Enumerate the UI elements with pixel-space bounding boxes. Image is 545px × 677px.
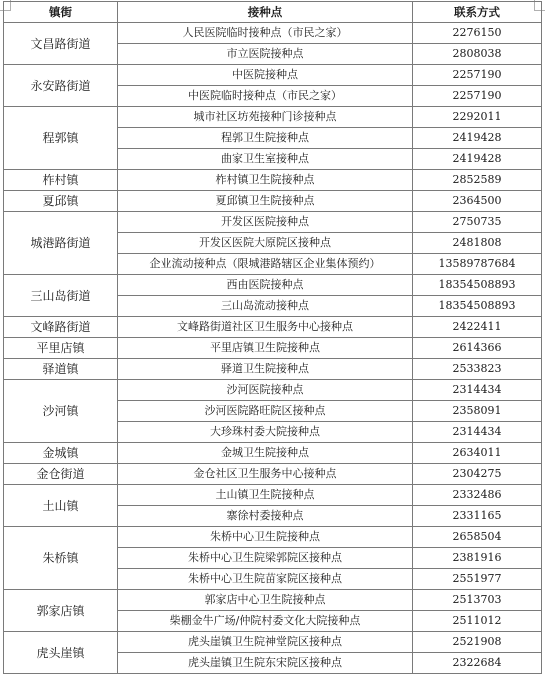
town-cell: 文峰路街道: [4, 317, 118, 338]
town-cell: 文昌路街道: [4, 23, 118, 65]
site-cell: 土山镇卫生院接种点: [118, 485, 413, 506]
phone-cell: 2322684: [413, 653, 542, 674]
header-town: 镇街: [4, 2, 118, 23]
table-body: [4, 23, 542, 674]
phone-cell: 2257190: [413, 65, 542, 86]
phone-cell: 2419428: [413, 128, 542, 149]
site-cell: 夏邱镇卫生院接种点: [118, 191, 413, 212]
phone-cell: 18354508893: [413, 275, 542, 296]
town-cell: 金城镇: [4, 443, 118, 464]
table-row: [4, 23, 542, 44]
town-cell: 城港路街道: [4, 212, 118, 275]
phone-cell: 2658504: [413, 527, 542, 548]
site-cell: 曲家卫生室接种点: [118, 149, 413, 170]
site-cell: 中医院临时接种点（市民之家）: [118, 86, 413, 107]
site-cell: 柴棚金牛广场/仲院村委文化大院接种点: [118, 611, 413, 632]
phone-cell: 2292011: [413, 107, 542, 128]
town-cell: 郭家店镇: [4, 590, 118, 632]
table-row: [4, 590, 542, 611]
town-cell: 平里店镇: [4, 338, 118, 359]
table-row: [4, 170, 542, 191]
table-row: [4, 338, 542, 359]
site-cell: 金城卫生院接种点: [118, 443, 413, 464]
site-cell: 朱桥中心卫生院接种点: [118, 527, 413, 548]
table-row: [4, 107, 542, 128]
town-cell: 三山岛街道: [4, 275, 118, 317]
town-cell: 柞村镇: [4, 170, 118, 191]
site-cell: 寨徐村委接种点: [118, 506, 413, 527]
site-cell: 人民医院临时接种点（市民之家）: [118, 23, 413, 44]
header-site: 接种点: [118, 2, 413, 23]
phone-cell: 2422411: [413, 317, 542, 338]
phone-cell: 2358091: [413, 401, 542, 422]
table-row: [4, 527, 542, 548]
site-cell: 大珍珠村委大院接种点: [118, 422, 413, 443]
phone-cell: 2481808: [413, 233, 542, 254]
phone-cell: 2276150: [413, 23, 542, 44]
town-cell: 程郭镇: [4, 107, 118, 170]
phone-cell: 2513703: [413, 590, 542, 611]
phone-cell: 2614366: [413, 338, 542, 359]
table-header-row: [4, 2, 542, 23]
table-row: [4, 443, 542, 464]
table-row: [4, 359, 542, 380]
site-cell: 开发区医院接种点: [118, 212, 413, 233]
town-cell: 永安路街道: [4, 65, 118, 107]
site-cell: 开发区医院大原院区接种点: [118, 233, 413, 254]
table-row: [4, 380, 542, 401]
phone-cell: 2314434: [413, 380, 542, 401]
town-cell: 土山镇: [4, 485, 118, 527]
table-row: [4, 317, 542, 338]
site-cell: 虎头崖镇卫生院东宋院区接种点: [118, 653, 413, 674]
table-row: [4, 632, 542, 653]
site-cell: 朱桥中心卫生院梁郭院区接种点: [118, 548, 413, 569]
town-cell: 驿道镇: [4, 359, 118, 380]
site-cell: 驿道卫生院接种点: [118, 359, 413, 380]
table-row: [4, 485, 542, 506]
phone-cell: 2511012: [413, 611, 542, 632]
town-cell: 朱桥镇: [4, 527, 118, 590]
site-cell: 中医院接种点: [118, 65, 413, 86]
table-row: [4, 464, 542, 485]
phone-cell: 2257190: [413, 86, 542, 107]
site-cell: 文峰路街道社区卫生服务中心接种点: [118, 317, 413, 338]
site-cell: 西由医院接种点: [118, 275, 413, 296]
phone-cell: 2551977: [413, 569, 542, 590]
table-row: [4, 191, 542, 212]
phone-cell: 18354508893: [413, 296, 542, 317]
site-cell: 沙河医院接种点: [118, 380, 413, 401]
site-cell: 金仓社区卫生服务中心接种点: [118, 464, 413, 485]
phone-cell: 2364500: [413, 191, 542, 212]
phone-cell: 2852589: [413, 170, 542, 191]
site-cell: 朱桥中心卫生院苗家院区接种点: [118, 569, 413, 590]
phone-cell: 2331165: [413, 506, 542, 527]
phone-cell: 2808038: [413, 44, 542, 65]
town-cell: 沙河镇: [4, 380, 118, 443]
phone-cell: 13589787684: [413, 254, 542, 275]
phone-cell: 2750735: [413, 212, 542, 233]
phone-cell: 2314434: [413, 422, 542, 443]
table-row: [4, 275, 542, 296]
header-contact: 联系方式: [413, 2, 542, 23]
site-cell: 柞村镇卫生院接种点: [118, 170, 413, 191]
site-cell: 虎头崖镇卫生院神堂院区接种点: [118, 632, 413, 653]
phone-cell: 2419428: [413, 149, 542, 170]
site-cell: 平里店镇卫生院接种点: [118, 338, 413, 359]
table-row: [4, 212, 542, 233]
site-cell: 企业流动接种点（限城港路辖区企业集体预约）: [118, 254, 413, 275]
site-cell: 市立医院接种点: [118, 44, 413, 65]
town-cell: 夏邱镇: [4, 191, 118, 212]
phone-cell: 2332486: [413, 485, 542, 506]
phone-cell: 2304275: [413, 464, 542, 485]
site-cell: 沙河医院路旺院区接种点: [118, 401, 413, 422]
phone-cell: 2381916: [413, 548, 542, 569]
town-cell: 金仓街道: [4, 464, 118, 485]
site-cell: 郭家店中心卫生院接种点: [118, 590, 413, 611]
site-cell: 程郭卫生院接种点: [118, 128, 413, 149]
phone-cell: 2634011: [413, 443, 542, 464]
table-row: [4, 65, 542, 86]
phone-cell: 2521908: [413, 632, 542, 653]
phone-cell: 2533823: [413, 359, 542, 380]
vaccination-sites-table: [3, 1, 542, 674]
site-cell: 城市社区坊苑接种门诊接种点: [118, 107, 413, 128]
town-cell: 虎头崖镇: [4, 632, 118, 674]
site-cell: 三山岛流动接种点: [118, 296, 413, 317]
